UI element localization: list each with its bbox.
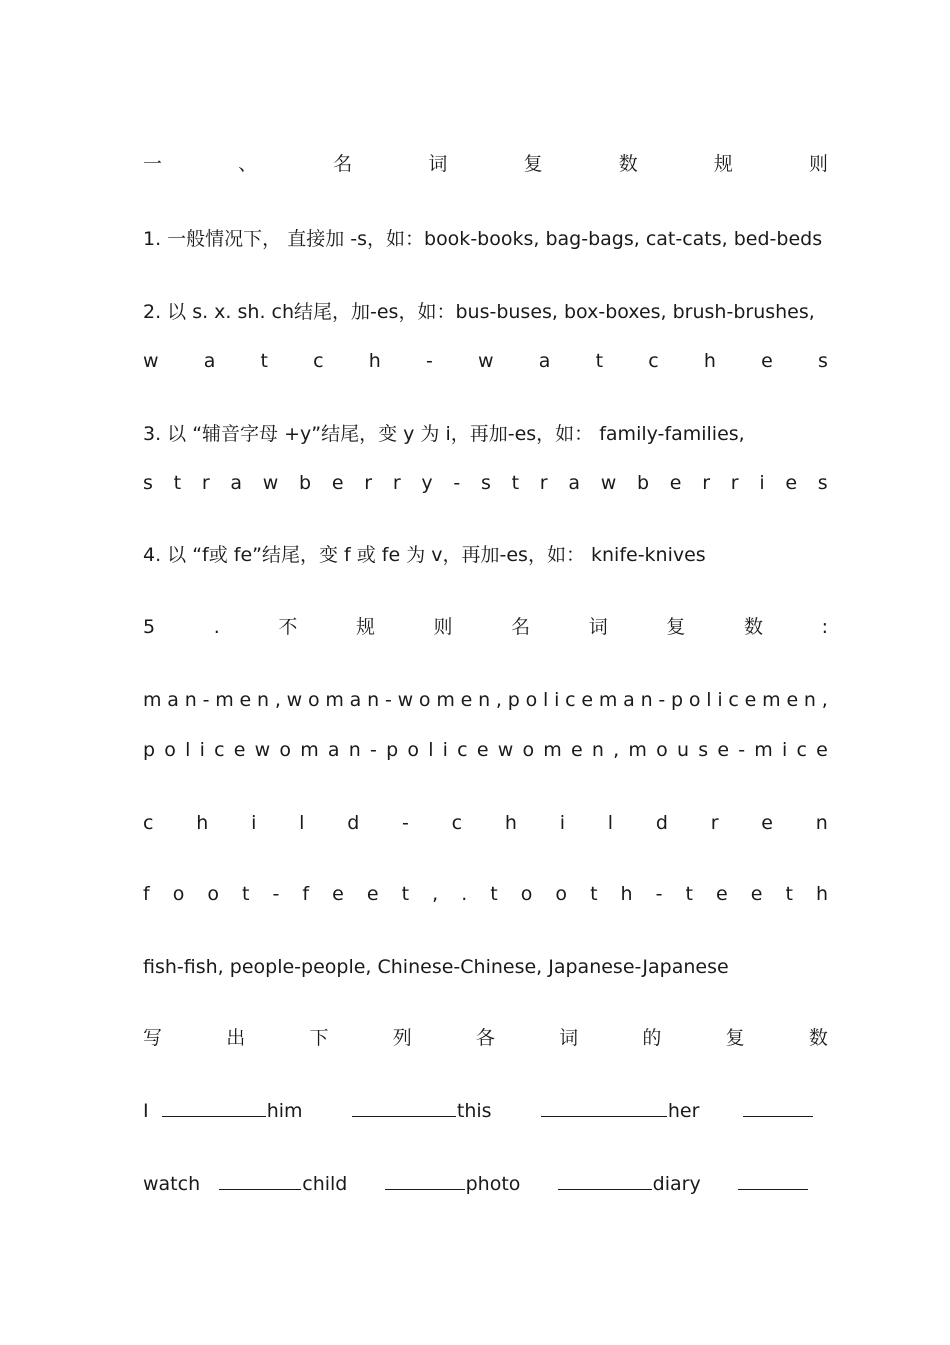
irregular-line-5: fish-fish, people-people, Chinese-Chinese, Japanese-Japanese <box>143 956 729 978</box>
exercise-title: 写 出 下 列 各 词 的 复 数 <box>143 1027 828 1049</box>
rule-2-example: w a t c h - w a t c h e s <box>143 350 828 372</box>
section-heading: 一 、 名 词 复 数 规 则 <box>143 153 828 175</box>
exercise-word: him <box>266 1100 303 1122</box>
rule-3-example: s t r a w b e r r y - s t r a w b e r r i e s <box>143 472 828 494</box>
exercise-word: child <box>302 1173 348 1195</box>
answer-blank[interactable] <box>162 1098 266 1117</box>
answer-blank[interactable] <box>558 1171 652 1190</box>
exercise-word: diary <box>652 1173 701 1195</box>
irregular-line-2: p o l i c e w o m a n - p o l i c e w o m e n , m o u s e - m i c e <box>143 739 828 761</box>
irregular-line-1: m a n - m e n , w o m a n - w o m e n , p o l i c e m a n - p o l i c e m e n , <box>143 689 828 711</box>
answer-blank[interactable] <box>219 1171 301 1190</box>
answer-blank[interactable] <box>541 1098 667 1117</box>
irregular-line-3: c h i l d - c h i l d r e n <box>143 812 828 834</box>
exercise-row-2 <box>143 1171 828 1197</box>
rule-5-heading: 5 . 不 规 则 名 词 复 数 : <box>143 616 828 638</box>
exercise-word: I <box>143 1100 149 1122</box>
rule-1: 1. 一般情况下， 直接加 -s，如：book-books, bag-bags, cat-cats, bed-beds <box>143 228 823 250</box>
exercise-row-1 <box>143 1098 828 1124</box>
exercise-word: watch <box>143 1173 201 1195</box>
answer-blank[interactable] <box>385 1171 465 1190</box>
exercise-word: photo <box>465 1173 521 1195</box>
irregular-line-4: f o o t - f e e t , . t o o t h - t e e t h <box>143 883 828 905</box>
rule-3: 3. 以 “辅音字母 +y”结尾，变 y 为 i，再加-es，如： family-families, <box>143 423 745 445</box>
rule-2: 2. 以 s. x. sh. ch结尾，加-es，如：bus-buses, box-boxes, brush-brushes, <box>143 301 815 323</box>
rule-4: 4. 以 “f或 fe”结尾，变 f 或 fe 为 v，再加-es，如： knife-knives <box>143 544 706 566</box>
exercise-word: her <box>667 1100 700 1122</box>
answer-blank[interactable] <box>743 1098 813 1117</box>
exercise-word: this <box>456 1100 492 1122</box>
answer-blank[interactable] <box>738 1171 808 1190</box>
answer-blank[interactable] <box>352 1098 456 1117</box>
